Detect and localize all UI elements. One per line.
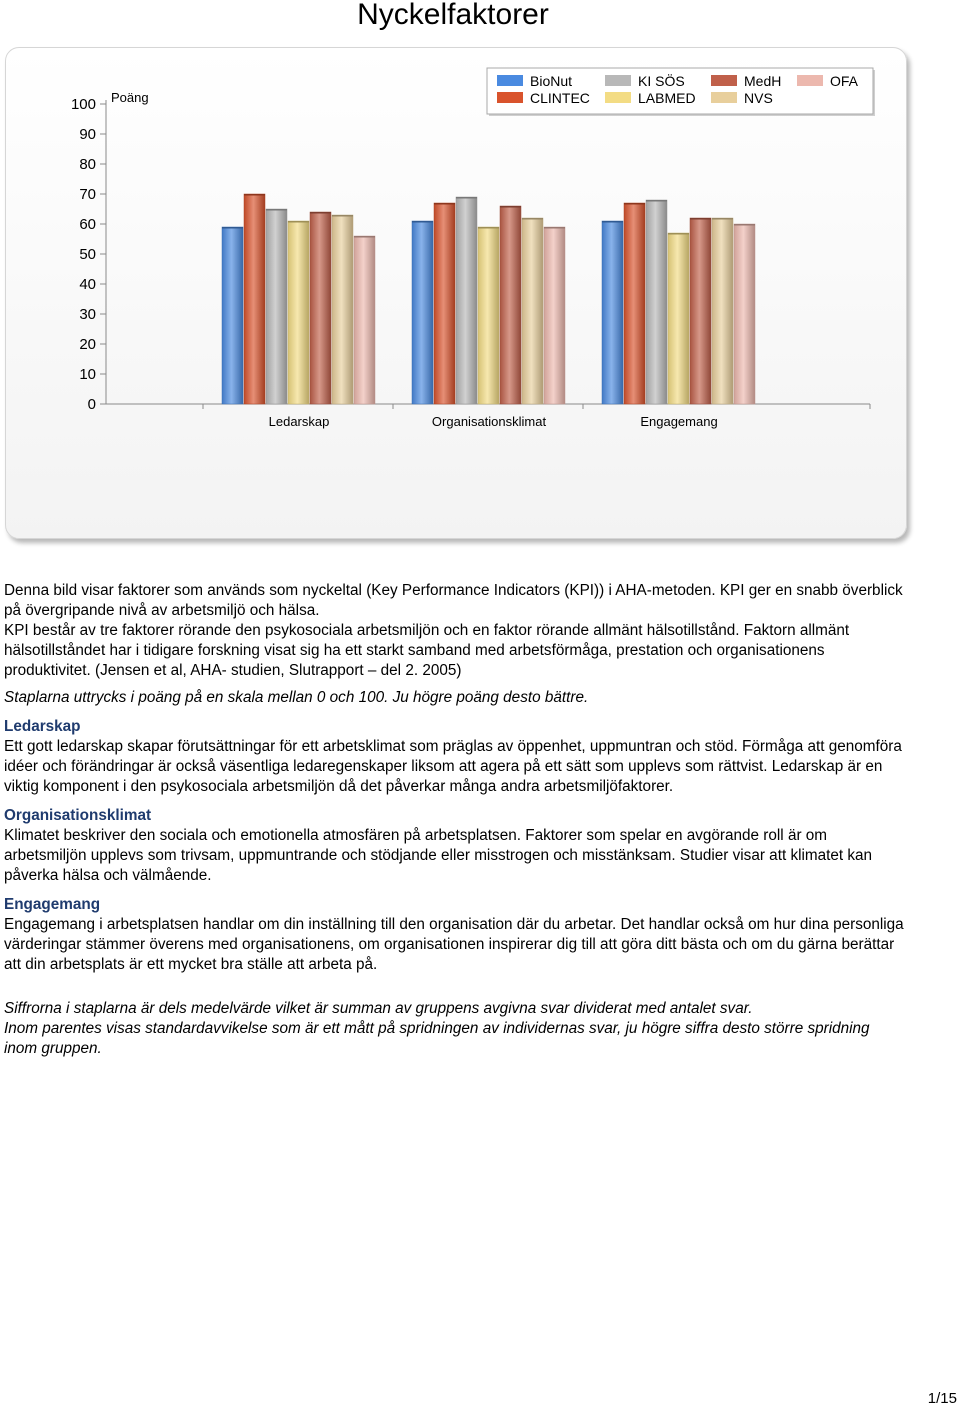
bar-top-edge [734, 224, 755, 226]
y-tick-label: 10 [79, 366, 96, 383]
intro-paragraph-1: Denna bild visar faktorer som används som nyckeltal (Key Performance Indicators (KPI)) i AHA-metoden. KPI ger en snabb överblick på övergripande nivå av arbetsmiljö och hälsa. [4, 582, 903, 619]
bar-top-edge [522, 218, 543, 220]
bar-ki-sös [456, 197, 477, 404]
engagemang-text: Engagemang i arbetsplatsen handlar om din inställning till den organisation där du arbetar. Det handlar också om hur dina personliga värderingar stämmer överens med organisationens, om organisationen inspirerar dig till att göra ditt bästa och om du gärna berättar att din arbetsplats är ett mycket bra ställe att arbeta på. [4, 916, 904, 973]
chart-frame [5, 47, 907, 539]
bar-top-edge [288, 221, 309, 223]
bar-top-edge [478, 227, 499, 229]
bar-top-edge [266, 209, 287, 211]
bar-top-edge [354, 236, 375, 238]
x-category-label: Engagemang [640, 414, 718, 429]
bar-nvs [332, 215, 353, 404]
y-tick-label: 40 [79, 276, 96, 293]
bar-bionut [602, 221, 623, 404]
organisationsklimat-heading: Organisationsklimat [4, 807, 152, 824]
bar-clintec [434, 203, 455, 404]
bar-top-edge [434, 203, 455, 205]
bar-labmed [288, 221, 309, 404]
legend-swatch [711, 92, 737, 103]
bar-chart [6, 48, 906, 538]
y-tick-label: 20 [79, 336, 96, 353]
legend-swatch [497, 92, 523, 103]
bar-clintec [244, 194, 265, 404]
bar-medh [690, 218, 711, 404]
bar-labmed [668, 233, 689, 404]
y-tick-label: 90 [79, 126, 96, 143]
y-tick-label: 60 [79, 216, 96, 233]
intro-paragraph-2: KPI består av tre faktorer rörande den psykosociala arbetsmiljön och en faktor rörande allmänt hälsotillstånd. Faktorn allmänt hälsotillståndet har i tidigare forskning visat sig ha ett starkt samband med arbetsförmåga, prestation och organisationens produktivitet. (Jensen et al, AHA- studien, Slutrapport – del 2. 2005) [4, 622, 850, 679]
legend-label: MedH [744, 73, 782, 89]
bar-top-edge [668, 233, 689, 235]
bar-top-edge [712, 218, 733, 220]
y-tick-label: 100 [70, 96, 96, 113]
legend-swatch [605, 92, 631, 103]
bar-medh [310, 212, 331, 404]
legend-label: NVS [744, 90, 773, 106]
footnote-line-1: Siffrorna i staplarna är dels medelvärde vilket är summan av gruppens avgivna svar dividerat med antalet svar. [4, 1000, 753, 1017]
x-category-label: Ledarskap [268, 414, 330, 429]
footnote-line-2: Inom parentes visas standardavvikelse som är ett mått på spridningen av individernas svar, ju högre siffra desto större spridning inom gruppen. [4, 1020, 870, 1057]
legend-label: CLINTEC [530, 90, 590, 106]
y-tick-label: 70 [79, 186, 96, 203]
bar-top-edge [646, 200, 667, 202]
organisationsklimat-text: Klimatet beskriver den sociala och emotionella atmosfären på arbetsplatsen. Faktorer som spelar en avgörande roll är om arbetsmiljön upplevs som trivsam, uppmuntrande och stödjande eller misstrogen och misstänksam. Studier visar att klimatet kan påverka hälsa och välmående. [4, 827, 873, 884]
y-axis-title: Poäng [111, 90, 149, 105]
legend-label: BioNut [530, 73, 573, 89]
y-tick-label: 0 [87, 396, 96, 413]
y-tick-label: 50 [79, 246, 96, 263]
bar-top-edge [412, 221, 433, 223]
bar-ki-sös [646, 200, 667, 404]
bar-medh [500, 206, 521, 404]
legend-swatch [497, 75, 523, 86]
bar-top-edge [500, 206, 521, 208]
page-number: 1/15 [927, 1390, 957, 1407]
bar-labmed [478, 227, 499, 404]
x-category-label: Organisationsklimat [431, 414, 547, 429]
legend-swatch [797, 75, 823, 86]
bar-top-edge [544, 227, 565, 229]
legend-label: KI SÖS [638, 73, 685, 89]
page-title: Nyckelfaktorer [357, 0, 549, 31]
bar-top-edge [456, 197, 477, 199]
bar-bionut [222, 227, 243, 404]
scale-note: Staplarna uttrycks i poäng på en skala mellan 0 och 100. Ju högre poäng desto bättre. [4, 689, 589, 706]
y-tick-label: 30 [79, 306, 96, 323]
bar-top-edge [332, 215, 353, 217]
description-text [4, 581, 904, 1059]
bar-top-edge [310, 212, 331, 214]
bar-clintec [624, 203, 645, 404]
bar-bionut [412, 221, 433, 404]
ledarskap-heading: Ledarskap [4, 718, 81, 735]
engagemang-heading: Engagemang [4, 896, 101, 913]
bar-top-edge [624, 203, 645, 205]
bar-ofa [354, 236, 375, 404]
bar-ofa [544, 227, 565, 404]
bar-top-edge [244, 194, 265, 196]
bar-nvs [712, 218, 733, 404]
legend-swatch [711, 75, 737, 86]
legend-swatch [605, 75, 631, 86]
bar-nvs [522, 218, 543, 404]
ledarskap-text: Ett gott ledarskap skapar förutsättningar för ett arbetsklimat som präglas av öppenhet, uppmuntran och stöd. Förmåga att genomföra idéer och förändringar är också väsentliga ledaregenskaper liksom att agera på ett sätt som upplevs som rättvist. Ledarskap är en viktig komponent i den psykosociala arbetsmiljön då det påverkar många andra arbetsmiljöfaktorer. [4, 738, 902, 795]
bar-ki-sös [266, 209, 287, 404]
bar-ofa [734, 224, 755, 404]
legend-label: OFA [830, 73, 859, 89]
y-tick-label: 80 [79, 156, 96, 173]
bar-top-edge [222, 227, 243, 229]
bar-top-edge [602, 221, 623, 223]
bar-top-edge [690, 218, 711, 220]
legend-label: LABMED [638, 90, 696, 106]
